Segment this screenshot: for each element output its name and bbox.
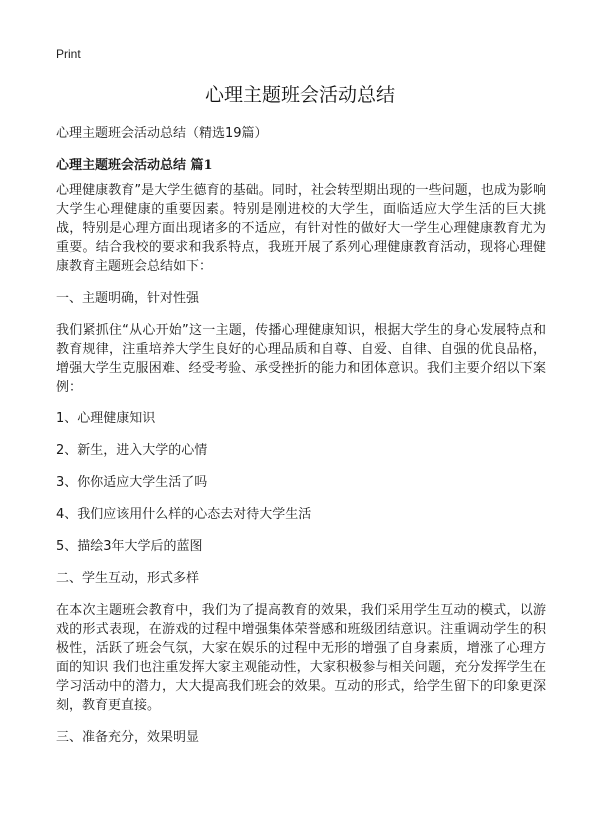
- document-title: 心理主题班会活动总结: [204, 84, 395, 106]
- intro-paragraph: 心理健康教育”是大学生德育的基础。同时，社会转型期出现的一些问题，也成为影响大学生心理健康的重要因素。特别是刚进校的大学生，面临适应大学生活的巨大挑战，特别是心理方面出现诸多的不适应，有针对性的做好大一学生心理健康教育尤为重要。结合我校的要求和我系特点，我班开展了系列心理健康教育活动，现将心理健康教育主题班会总结如下：: [56, 183, 546, 274]
- document-subtitle: 心理主题班会活动总结（精选19篇）: [56, 126, 268, 141]
- list-item: 1、心理健康知识: [56, 411, 156, 426]
- list-item: 2、新生，进入大学的心情: [56, 443, 208, 458]
- list-item: 5、描绘3年大学后的蓝图: [56, 539, 203, 554]
- list-item: 3、你你适应大学生活了吗: [56, 475, 208, 490]
- document-body: [56, 181, 546, 760]
- paragraph-1: 我们紧抓住“从心开始”这一主题，传播心理健康知识，根据大学生的身心发展特点和教育规律，注重培养大学生良好的心理品质和自尊、自爱、自律、自强的优良品格，增强大学生克服困难、经受考验、承受挫折的能力和团体意识。我们主要介绍以下案例：: [56, 322, 546, 395]
- print-link[interactable]: Print: [56, 47, 81, 61]
- heading-1: 一、主题明确，针对性强: [56, 290, 200, 306]
- paragraph-2: 在本次主题班会教育中，我们为了提高教育的效果，我们采用学生互动的模式，以游戏的形式表现，在游戏的过程中增强集体荣誉感和班级团结意识。注重调动学生的积极性，活跃了班会气氛，大家在娱乐的过程中无形的增强了自身素质，增涨了心理方面的知识 我们也注重发挥大家主观能动性，大家积极参与相关问题，充分发挥学生在学习活动中的潜力，大大提高我们班会的效果。互动的形式，给学生留下的印象更深刻，教育更直接。: [56, 603, 546, 713]
- section-title: 心理主题班会活动总结 篇1: [56, 158, 213, 173]
- heading-3: 三、准备充分，效果明显: [56, 729, 200, 745]
- list-item: 4、我们应该用什么样的心态去对待大学生活: [56, 507, 312, 522]
- heading-2: 二、学生互动，形式多样: [56, 571, 200, 586]
